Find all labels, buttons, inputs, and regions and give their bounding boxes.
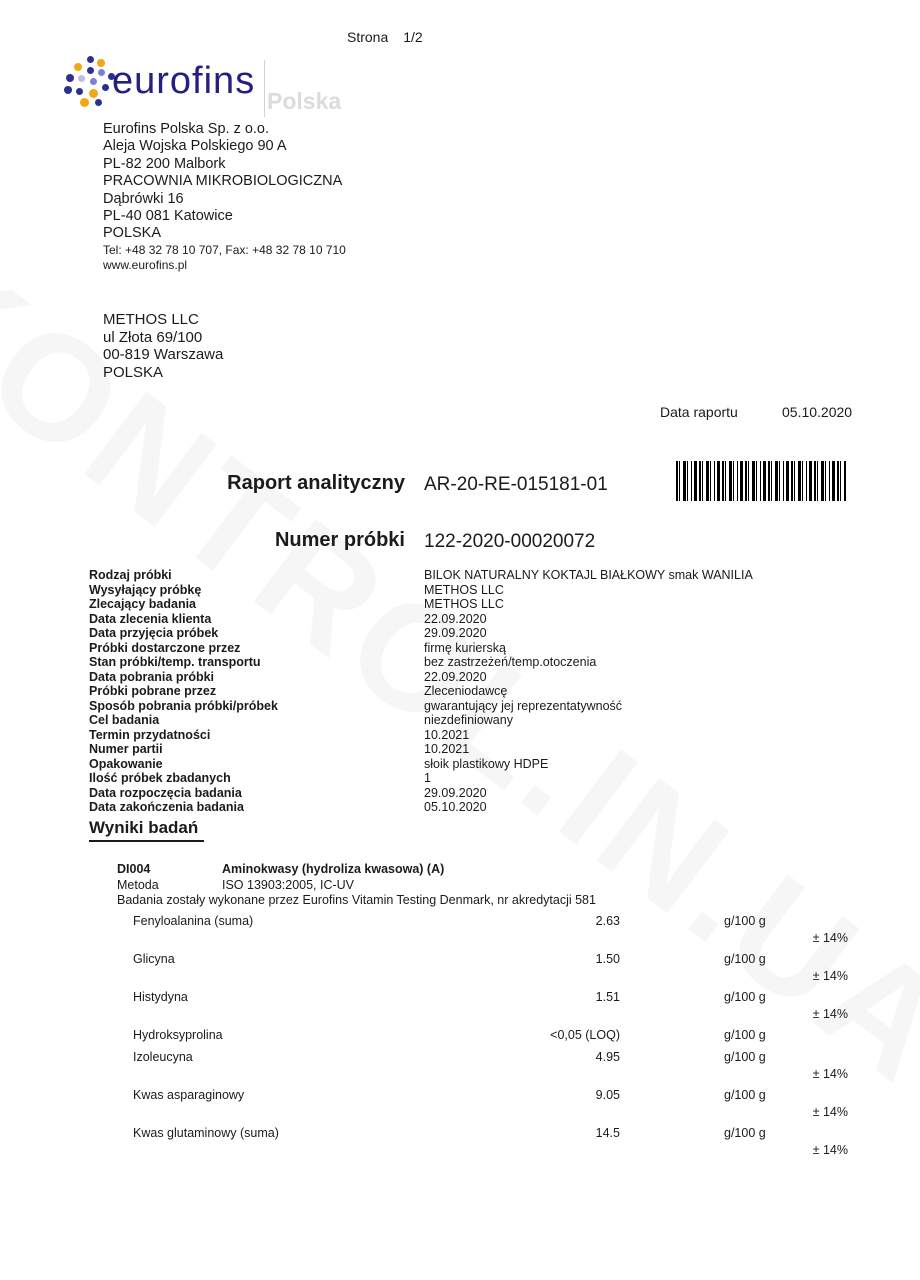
- logo-dot: [90, 78, 97, 85]
- lab-address-line: PL-40 081 Katowice: [103, 208, 233, 225]
- detail-label: Data rozpoczęcia badania: [89, 785, 242, 800]
- report-date-value: 05.10.2020: [782, 404, 853, 420]
- result-row: [89, 1126, 848, 1160]
- analyte-name: Izoleucyna: [133, 1050, 193, 1064]
- result-value: 1.51: [595, 990, 620, 1004]
- recipient-line: 00-819 Warszawa: [103, 346, 224, 364]
- result-value: 14.5: [595, 1126, 620, 1140]
- detail-label: Numer partii: [89, 742, 163, 756]
- logo-dot: [66, 74, 74, 82]
- logo-dot: [98, 69, 105, 76]
- result-unit: g/100 g: [724, 952, 766, 966]
- detail-value: 22.09.2020: [424, 669, 487, 684]
- detail-label: Data zakończenia badania: [89, 800, 244, 814]
- result-row: [89, 1050, 848, 1084]
- result-uncertainty: ± 14%: [812, 969, 848, 983]
- logo-dot: [64, 86, 72, 94]
- eurofins-wordmark: eurofins: [112, 60, 256, 102]
- group-code: DI004: [117, 862, 151, 876]
- result-uncertainty: ± 14%: [812, 1143, 848, 1157]
- page-label: Strona: [347, 29, 389, 45]
- detail-label: Data pobrania próbki: [89, 669, 215, 684]
- detail-label: Ilość próbek zbadanych: [89, 771, 231, 785]
- lab-address-line: POLSKA: [103, 225, 162, 242]
- table-row: [89, 771, 849, 786]
- recipient-line: POLSKA: [103, 363, 164, 381]
- detail-label: Wysyłający próbkę: [89, 582, 202, 597]
- table-row: [89, 670, 849, 685]
- table-row: [89, 742, 849, 757]
- detail-value: Zleceniodawcę: [424, 684, 508, 698]
- lab-phone-fax: Tel: +48 32 78 10 707, Fax: +48 32 78 10 710: [103, 242, 346, 257]
- sample-number-value: 122-2020-00020072: [424, 531, 596, 552]
- table-row: [89, 786, 849, 801]
- recipient-address-block: [103, 311, 223, 381]
- detail-label: Zlecający badania: [89, 597, 197, 611]
- result-unit: g/100 g: [724, 1028, 766, 1042]
- group-header-line: [117, 862, 596, 878]
- table-row: [89, 800, 849, 815]
- result-uncertainty: ± 14%: [812, 1007, 848, 1021]
- table-row: [89, 612, 849, 627]
- detail-value: 29.09.2020: [424, 785, 487, 800]
- result-uncertainty: ± 14%: [812, 1105, 848, 1119]
- logo-dot: [80, 98, 89, 107]
- table-row: [89, 684, 849, 699]
- results-heading: Wyniki badań: [89, 818, 204, 842]
- result-value: <0,05 (LOQ): [550, 1028, 620, 1042]
- results-group-header: [117, 862, 596, 909]
- logo-dot: [97, 59, 105, 67]
- result-row: [89, 952, 848, 986]
- detail-value: 10.2021: [424, 727, 470, 742]
- lab-address-line: PRACOWNIA MIKROBIOLOGICZNA: [103, 173, 343, 190]
- barcode: [676, 461, 846, 501]
- table-row: [89, 699, 849, 714]
- result-value: 4.95: [595, 1050, 620, 1064]
- result-unit: g/100 g: [724, 1088, 766, 1102]
- page-number: 1/2: [403, 29, 423, 45]
- detail-label: Data przyjęcia próbek: [89, 626, 219, 640]
- result-uncertainty: ± 14%: [812, 931, 848, 945]
- analyte-name: Kwas glutaminowy (suma): [133, 1126, 279, 1140]
- logo-dot: [95, 99, 102, 106]
- table-row: [89, 655, 849, 670]
- result-uncertainty: ± 14%: [812, 1067, 848, 1081]
- logo-region-label: Polska: [267, 88, 342, 114]
- table-row: [89, 728, 849, 743]
- detail-label: Opakowanie: [89, 756, 163, 771]
- table-row: [89, 713, 849, 728]
- sample-number-label: Numer próbki: [274, 529, 405, 551]
- detail-label: Cel badania: [89, 713, 160, 727]
- recipient-line: METHOS LLC: [103, 311, 199, 328]
- accreditation-note: Badania zostały wykonane przez Eurofins Vitamin Testing Denmark, nr akredytacji 581: [117, 893, 596, 907]
- analyte-name: Histydyna: [133, 990, 188, 1004]
- detail-value: 22.09.2020: [424, 611, 487, 626]
- eurofins-logo-icon: [63, 56, 115, 108]
- table-row: [89, 568, 849, 583]
- table-row: [89, 583, 849, 598]
- detail-value: 29.09.2020: [424, 626, 487, 640]
- detail-value: 10.2021: [424, 742, 470, 756]
- detail-value: gwarantujący jej reprezentatywność: [424, 698, 623, 713]
- detail-value: BILOK NATURALNY KOKTAJL BIAŁKOWY smak WANILIA: [424, 568, 753, 582]
- logo-dot: [87, 56, 94, 63]
- result-unit: g/100 g: [724, 914, 766, 928]
- result-unit: g/100 g: [724, 1050, 766, 1064]
- logo-dot: [87, 67, 94, 74]
- detail-value: niezdefiniowany: [424, 713, 513, 727]
- report-date-label: Data raportu: [660, 404, 738, 420]
- logo-dot: [89, 89, 98, 98]
- logo-dot: [78, 75, 85, 82]
- analyte-name: Kwas asparaginowy: [133, 1088, 245, 1102]
- lab-address-line: Eurofins Polska Sp. z o.o.: [103, 121, 270, 137]
- group-name: Aminokwasy (hydroliza kwasowa) (A): [222, 862, 445, 876]
- result-value: 9.05: [595, 1088, 620, 1102]
- logo-dot: [74, 63, 82, 71]
- logo-dot: [76, 88, 83, 95]
- lab-address-line: Aleja Wojska Polskiego 90 A: [103, 138, 287, 155]
- detail-label: Termin przydatności: [89, 727, 211, 742]
- detail-value: firmę kurierską: [424, 640, 506, 655]
- table-row: [89, 641, 849, 656]
- detail-value: słoik plastikowy HDPE: [424, 756, 549, 771]
- recipient-line: ul Złota 69/100: [103, 328, 203, 346]
- detail-value: METHOS LLC: [424, 597, 504, 611]
- result-value: 1.50: [595, 952, 620, 966]
- detail-value: 1: [424, 771, 431, 785]
- detail-label: Próbki dostarczone przez: [89, 640, 241, 655]
- lab-address-line: Dąbrówki 16: [103, 190, 184, 207]
- result-unit: g/100 g: [724, 1126, 766, 1140]
- result-row: [89, 914, 848, 948]
- analyte-name: Hydroksyprolina: [133, 1028, 223, 1042]
- detail-label: Stan próbki/temp. transportu: [89, 655, 261, 669]
- sample-details-table: [89, 568, 849, 815]
- analyte-name: Glicyna: [133, 952, 175, 966]
- detail-label: Próbki pobrane przez: [89, 684, 217, 698]
- detail-value: METHOS LLC: [424, 582, 504, 597]
- detail-label: Sposób pobrania próbki/próbek: [89, 698, 278, 713]
- detail-label: Rodzaj próbki: [89, 568, 172, 582]
- analyte-name: Fenyloalanina (suma): [133, 914, 254, 928]
- table-row: [89, 757, 849, 772]
- table-row: [89, 597, 849, 612]
- logo-dot: [102, 84, 109, 91]
- detail-value: bez zastrzeżeń/temp.otoczenia: [424, 655, 597, 669]
- table-row: [89, 626, 849, 641]
- result-value: 2.63: [595, 914, 620, 928]
- page-indicator: [347, 29, 423, 45]
- lab-address-block: [103, 121, 346, 274]
- result-row: [89, 1088, 848, 1122]
- logo-divider: [264, 60, 265, 117]
- result-row: [89, 990, 848, 1024]
- report-title: Raport analityczny: [227, 472, 405, 494]
- lab-address-line: PL-82 200 Malbork: [103, 155, 226, 172]
- detail-value: 05.10.2020: [424, 800, 487, 814]
- result-unit: g/100 g: [724, 990, 766, 1004]
- lab-website: www.eurofins.pl: [103, 258, 188, 273]
- report-number: AR-20-RE-015181-01: [424, 474, 608, 495]
- method-value: ISO 13903:2005, IC-UV: [222, 877, 355, 892]
- method-line: [117, 878, 596, 894]
- detail-label: Data zlecenia klienta: [89, 611, 212, 626]
- method-label: Metoda: [117, 877, 159, 892]
